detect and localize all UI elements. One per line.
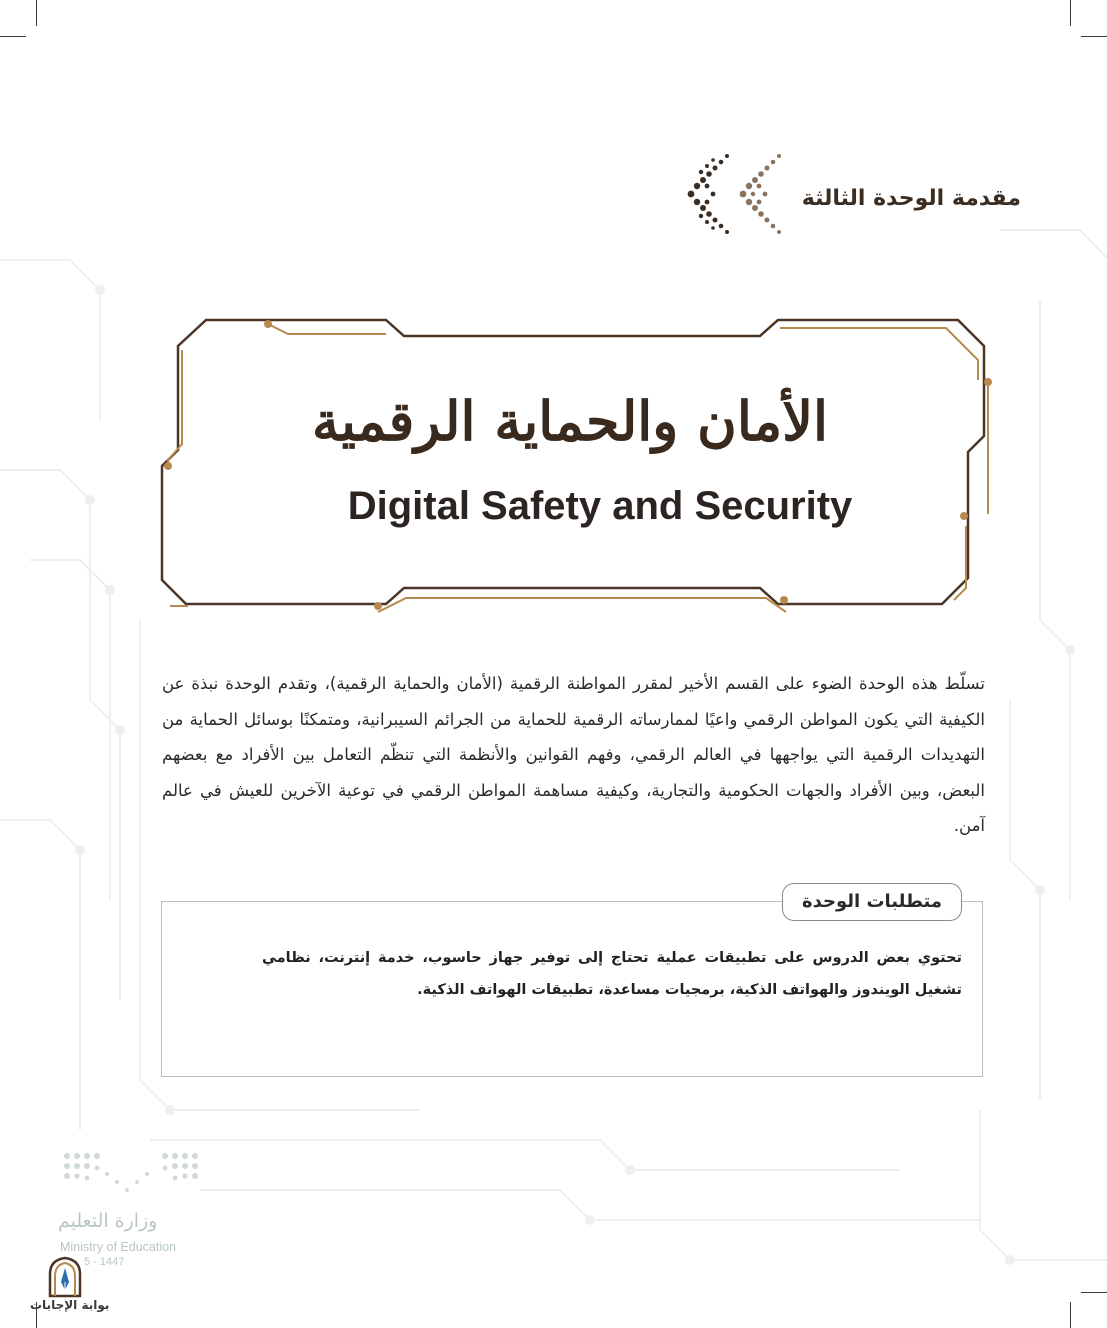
ministry-dots-logo	[55, 1148, 205, 1206]
edition-year: 5 - 1447	[84, 1256, 125, 1268]
double-chevron-dots-icon	[683, 150, 785, 242]
ministry-name-english: Ministry of Education	[60, 1240, 177, 1254]
intro-paragraph: تسلّط هذه الوحدة الضوء على القسم الأخير لمقرر المواطنة الرقمية (الأمان والحماية الرقمية)، وتقدم الوحدة نبذة عن الكيفية التي يكون المواطن الرقمي واعيًا لممارساته الرقمية للحماية من الجرائم السيبرانية، ومتمكنًا بوسائل الحماية من التهديدات الرقمية التي يواجهها في العالم الرقمي، وفهم القوانين والأنظمة التي تنظّم التعامل بين الأفراد مع بعضهم البعض، وبين الأفراد والجهات الحكومية والتجارية، وكيفية مساهمة المواطن الرقمي في توعية الآخرين للعيش في عالم آمن.	[162, 674, 985, 835]
portal-pen-logo	[44, 1256, 86, 1298]
portal-name: بوابة الإجابات	[30, 1298, 110, 1312]
unit-title-arabic: الأمان والحماية الرقمية	[311, 389, 828, 453]
unit-title-english: Digital Safety and Security	[347, 484, 853, 528]
requirements-text: تحتوي بعض الدروس على تطبيقات عملية تحتاج إلى توفير جهاز حاسوب، خدمة إنترنت، نظامي تشغيل الويندوز والهواتف الذكية، برمجيات مساعدة، تطبيقات الهواتف الذكية.	[262, 950, 962, 998]
ministry-name-arabic: وزارة التعليم	[58, 1210, 158, 1232]
unit-intro-heading: مقدمة الوحدة الثالثة	[801, 186, 1021, 211]
title-frame	[158, 316, 993, 616]
requirements-label: متطلبات الوحدة	[782, 883, 962, 921]
